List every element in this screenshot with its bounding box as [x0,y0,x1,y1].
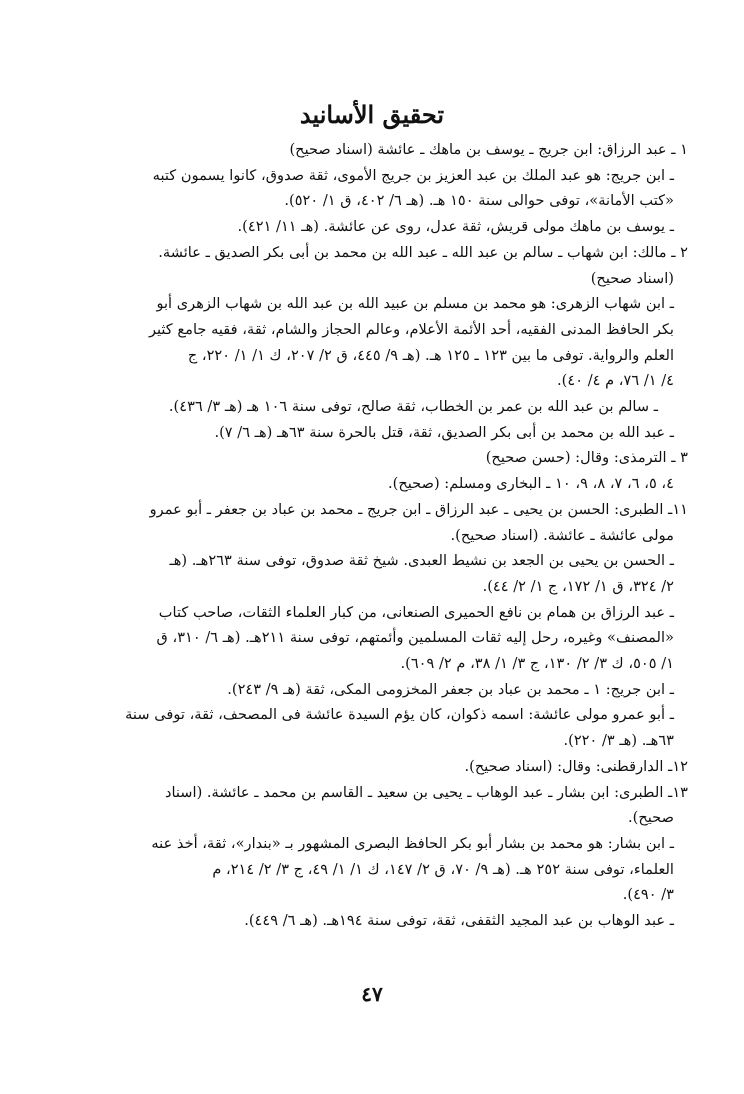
text-line: «المصنف» وغيره، رحل إليه ثقات المسلمين وأئمتهم، توفى سنة ٢١١هـ. (هـ ٦/ ٣١٠، ق [156,629,674,647]
text-line: ٣/ ٤٩٠). [622,886,674,904]
text-line: ٦٣هـ. (هـ ٣/ ٢٢٠). [563,732,674,750]
text-line: ـ عبد الرزاق بن همام بن نافع الحميرى الصنعانى، من كبار العلماء الثقات، صاحب كتاب [158,603,674,621]
text-line: صحيح). [628,809,674,827]
text-line: ـ سالم بن عبد الله بن عمر بن الخطاب، ثقة صالح، توفى سنة ١٠٦ هـ (هـ ٣/ ٤٣٦). [168,398,658,416]
text-line: ٢ ـ مالك: ابن شهاب ـ سالم بن عبد الله ـ عبد الله بن محمد بن أبى بكر الصديق ـ عائشة. [158,243,688,261]
text-line: (اسناد صحيح) [590,269,674,287]
text-line: ١٣ـ الطبرى: ابن بشار ـ عبد الوهاب ـ يحيى بن سعيد ـ القاسم بن محمد ـ عائشة. (اسناد [164,783,688,801]
text-line: ٢/ ٣٢٤، ق ١/ ١٧٢، ج ١/ ٢/ ٤٤). [482,577,674,595]
text-line: ـ عبد الوهاب بن عبد المجيد الثقفى، ثقة، توفى سنة ١٩٤هـ. (هـ ٦/ ٤٤٩). [244,912,674,930]
text-line: ـ ابن بشار: هو محمد بن بشار أبو بكر الحافظ البصرى المشهور بـ «بندار»، ثقة، أخذ عنه [151,834,674,852]
text-line: ـ عبد الله بن محمد بن أبى بكر الصديق، ثقة، قتل بالحرة سنة ٦٣هـ (هـ ٦/ ٧). [214,423,674,441]
text-line: العلماء، توفى سنة ٢٥٢ هـ. (هـ ٩/ ٧٠، ق ٢/ ١٤٧، ك ١/ ١/ ٤٩، ج ٣/ ٢/ ٢١٤، م [212,860,674,878]
text-line: ١١ـ الطبرى: الحسن بن يحيى ـ عبد الرزاق ـ ابن جريج ـ محمد بن عباد بن جعفر ـ أبو عمرو [149,500,688,518]
text-line: ـ ابن جريج: هو عبد الملك بن عبد العزيز بن جريج الأموى، ثقة صدوق، كانوا يسمون كتبه [152,166,674,184]
text-line: ٣ ـ الترمذى: وقال: (حسن صحيح) [485,449,688,467]
text-line: بكر الحافظ المدنى الفقيه، أحد الأئمة الأعلام، وعالم الحجاز والشام، ثقة، فقيه جامع كثير [148,320,674,338]
text-line: ٤/ ١/ ٧٦، م ٤/ ٤٠). [557,372,674,390]
text-line: «كتب الأمانة»، توفى حوالى سنة ١٥٠ هـ. (هـ ٦/ ٤٠٢، ق ١/ ٥٢٠). [284,192,674,210]
text-line: ـ ابن جريج: ١ ـ محمد بن عباد بن جعفر المخزومى المكى، ثقة (هـ ٩/ ٢٤٣). [227,680,674,698]
text-line: ـ ابن شهاب الزهرى: هو محمد بن مسلم بن عبيد الله بن عبد الله بن شهاب الزهرى أبو [156,295,674,313]
page-number: ٤٧ [361,982,383,1006]
text-line: ١٢ـ الدارقطنى: وقال: (اسناد صحيح). [464,757,688,775]
text-line: ـ أبو عمرو مولى عائشة: اسمه ذكوان، كان يؤم السيدة عائشة فى المصحف، ثقة، توفى سنة [125,706,674,724]
text-line: ١/ ٥٠٥، ك ٣/ ٢/ ١٣٠، ج ٣/ ١/ ٣٨، م ٢/ ٦٠٩). [400,655,674,673]
text-line: مولى عائشة ـ عائشة. (اسناد صحيح). [450,526,674,544]
text-line: ٤، ٥، ٦، ٧، ٨، ٩، ١٠ ـ البخارى ومسلم: (صحيح). [388,475,674,493]
page-title: تحقيق الأسانيد [299,100,445,129]
text-line: العلم والرواية. توفى ما بين ١٢٣ ـ ١٢٥ هـ. (هـ ٩/ ٤٤٥، ق ٢/ ٢٠٧، ك ١/ ١/ ٢٢٠، ج [187,346,674,364]
text-line: ـ الحسن بن يحيى بن الجعد بن نشيط العبدى. شيخ ثقة صدوق، توفى سنة ٢٦٣هـ. (هـ [169,552,674,570]
text-line: ١ ـ عبد الرزاق: ابن جريج ـ يوسف بن ماهك ـ عائشة (اسناد صحيح) [289,141,688,158]
document-body [60,137,688,934]
text-line: ـ يوسف بن ماهك مولى قريش، ثقة عدل، روى عن عائشة. (هـ ١١/ ٤٢١). [237,218,674,236]
